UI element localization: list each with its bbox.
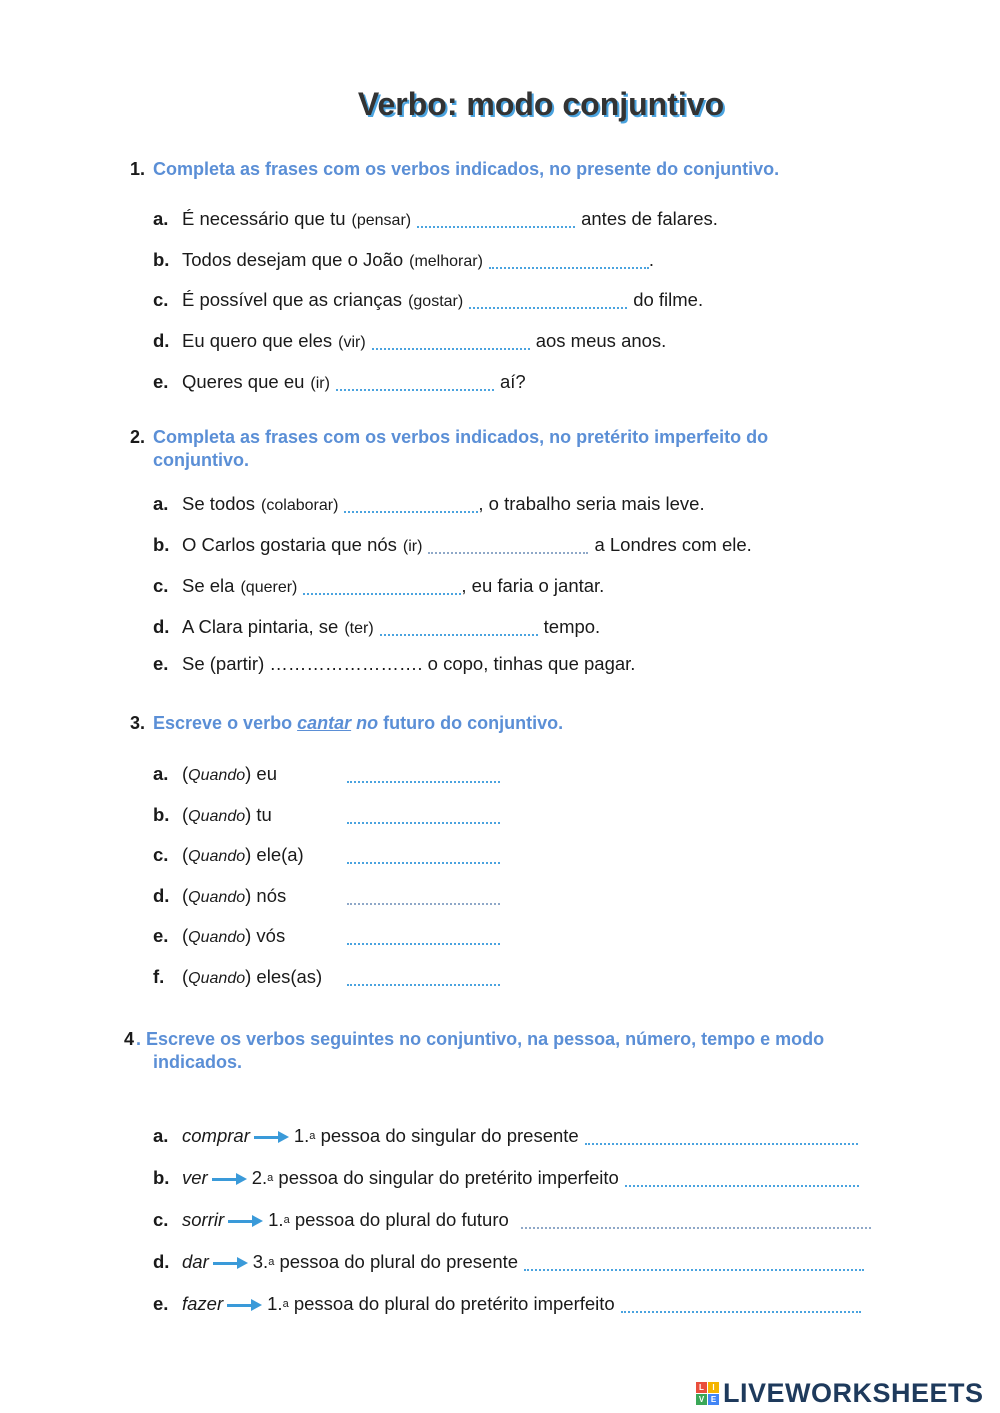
ordinal-suffix: a [282,1298,289,1310]
sentence-text: , eu faria o jantar. [461,575,605,596]
verb-hint: (ir) [310,375,330,392]
quando-label: Quando [188,808,246,825]
item-letter: a. [153,208,169,229]
item-letter: e. [153,653,169,674]
answer-blank[interactable] [625,1165,859,1187]
item-letter: b. [153,249,170,270]
verb-hint: (querer) [240,579,298,596]
page-title: Verbo: modo conjuntivo [357,86,725,122]
sentence-text: A Clara pintaria, se [182,616,339,637]
item-letter: c. [153,575,169,596]
verb-hint: (gostar) [408,293,464,310]
pronoun: ele(a) [256,844,304,865]
arrow-right-icon [228,1214,264,1228]
person-number: 3. [252,1251,269,1272]
answer-blank[interactable] [336,369,494,391]
answer-blank[interactable] [417,206,575,228]
exercise-line [153,529,752,555]
sentence-text: aí? [499,371,526,392]
item-letter: a. [153,763,169,784]
exercise-line: e. (Quando) vós [153,920,500,946]
section-instruction: conjuntivo. [153,450,249,470]
verb: comprar [182,1125,250,1146]
section-instruction [153,712,563,735]
verb-hint: (vir) [338,334,366,351]
verb: fazer [182,1293,224,1314]
item-letter: e. [153,371,169,392]
section-4-heading [124,1028,894,1076]
answer-blank[interactable] [344,491,478,513]
section-instruction: Completa as frases com os verbos indicados, no presente do conjuntivo. [153,159,780,179]
person-number: 1. [267,1293,283,1314]
sentence-text: Se (partir) ……………………. o copo, tinhas que pagar. [182,653,636,674]
sentence-text: É possível que as crianças [182,289,403,310]
exercise-line [153,1162,859,1188]
pronoun: tu [256,804,272,825]
exercise-line [153,244,654,270]
answer-blank[interactable] [347,802,500,824]
exercise-line: d. (Quando) nós [153,880,500,906]
logo-icon-letter: I [708,1382,719,1393]
exercise-line [153,1120,858,1146]
answer-blank[interactable] [585,1123,858,1145]
exercise-line [153,325,666,351]
answer-blank[interactable] [347,883,500,905]
section-instruction: . Escreve os verbos seguintes no conjuntivo, na pessoa, número, tempo e modo [136,1029,825,1049]
heading-part: Escreve o verbo [153,713,293,733]
exercise-line [153,611,600,637]
answer-blank[interactable] [303,573,461,595]
description: pessoa do singular do pretérito imperfeito [278,1167,619,1188]
pronoun: eu [256,763,277,784]
item-letter: d. [153,885,170,906]
logo-text: LIVEWORKSHEETS [723,1378,984,1408]
sentence-text: , o trabalho seria mais leve. [478,493,705,514]
item-letter: c. [153,844,169,865]
answer-blank[interactable] [469,287,627,309]
exercise-line: f. (Quando) eles(as) [153,961,500,987]
sentence-text: antes de falares. [581,208,718,229]
logo-icon-letter: V [696,1394,707,1405]
answer-blank[interactable] [347,923,500,945]
sentence-text: O Carlos gostaria que nós [182,534,397,555]
item-letter: e. [153,1293,169,1314]
item-letter: d. [153,330,170,351]
verb-hint: (melhorar) [409,253,483,270]
quando-label: Quando [188,929,246,946]
answer-blank[interactable] [380,614,538,636]
exercise-line [153,1246,864,1272]
item-letter: b. [153,804,170,825]
exercise-line: a. (Quando) eu [153,758,500,784]
pronoun: vós [256,925,286,946]
answer-blank[interactable] [428,532,588,554]
ordinal-suffix: a [309,1130,316,1142]
ordinal-suffix: a [283,1214,290,1226]
sentence-text: a Londres com ele. [594,534,752,555]
item-letter: b. [153,1167,170,1188]
arrow-right-icon [212,1172,248,1186]
logo-icon-letter: L [696,1382,707,1393]
verb-hint: (pensar) [351,212,412,229]
quando-label: Quando [188,970,246,987]
person-number: 1. [293,1125,310,1146]
answer-blank[interactable] [489,247,649,269]
item-letter: f. [153,966,165,987]
exercise-line [153,651,635,677]
section-instruction: indicados. [153,1052,243,1072]
section-instruction: Completa as frases com os verbos indicados, no pretérito imperfeito do [153,427,769,447]
sentence-text: Eu quero que eles [182,330,333,351]
sentence-text: tempo. [543,616,601,637]
item-letter: a. [153,1125,169,1146]
person-number: 2. [251,1167,268,1188]
logo-icon [696,1382,719,1405]
sentence-text: . [648,249,655,270]
answer-blank[interactable] [521,1207,871,1229]
heading-verb: cantar [297,713,352,733]
logo-icon-letter: E [708,1394,719,1405]
exercise-line [153,203,718,229]
quando-label: Quando [188,848,246,865]
arrow-right-icon [227,1298,263,1312]
exercise-line [153,1288,861,1314]
section-2-heading [130,426,890,474]
quando-label: Quando [188,767,246,784]
heading-part: futuro do conjuntivo. [383,713,564,733]
sentence-text: do filme. [633,289,704,310]
exercise-line: b. (Quando) tu [153,799,500,825]
exercise-line [153,570,604,596]
item-letter: e. [153,925,169,946]
liveworksheets-logo [696,1378,984,1409]
ordinal-suffix: a [267,1172,274,1184]
answer-blank[interactable] [372,328,530,350]
answer-blank[interactable] [347,964,500,986]
item-letter: d. [153,1251,170,1272]
verb-hint: (ir) [402,538,423,555]
exercise-line [153,284,703,310]
sentence-text: Se todos [182,493,256,514]
item-letter: b. [153,534,170,555]
exercise-line [153,488,705,514]
description: pessoa do singular do presente [320,1125,579,1146]
exercise-line [153,1204,871,1230]
exercise-line: c. (Quando) ele(a) [153,839,500,865]
answer-blank[interactable] [347,842,500,864]
item-letter: d. [153,616,170,637]
section-number: 4 [124,1029,135,1049]
person-number: 1. [268,1209,284,1230]
description: pessoa do plural do futuro [294,1209,509,1230]
quando-label: Quando [188,889,246,906]
section-number: 1. [130,159,146,179]
sentence-text: aos meus anos. [535,330,667,351]
item-letter: a. [153,493,169,514]
arrow-right-icon [254,1130,290,1144]
sentence-text: Se ela [182,575,235,596]
answer-blank[interactable] [524,1249,864,1271]
description: pessoa do plural do presente [279,1251,519,1272]
pronoun: eles(as) [256,966,323,987]
exercise-line [153,366,526,392]
arrow-right-icon [213,1256,249,1270]
heading-part: no [356,713,379,733]
sentence-text: Todos desejam que o João [182,249,404,270]
verb-hint: (ter) [344,620,374,637]
ordinal-suffix: a [268,1256,275,1268]
item-letter: c. [153,1209,169,1230]
section-number: 2. [130,427,146,447]
pronoun: nós [256,885,287,906]
verb: ver [182,1167,208,1188]
description: pessoa do plural do pretérito imperfeito [293,1293,615,1314]
verb: sorrir [182,1209,225,1230]
sentence-text: Queres que eu [182,371,305,392]
item-letter: c. [153,289,169,310]
answer-blank[interactable] [347,761,500,783]
verb: dar [182,1251,209,1272]
sentence-text: É necessário que tu [182,208,346,229]
verb-hint: (colaborar) [261,497,339,514]
section-number: 3. [130,713,146,733]
answer-blank[interactable] [621,1291,861,1313]
